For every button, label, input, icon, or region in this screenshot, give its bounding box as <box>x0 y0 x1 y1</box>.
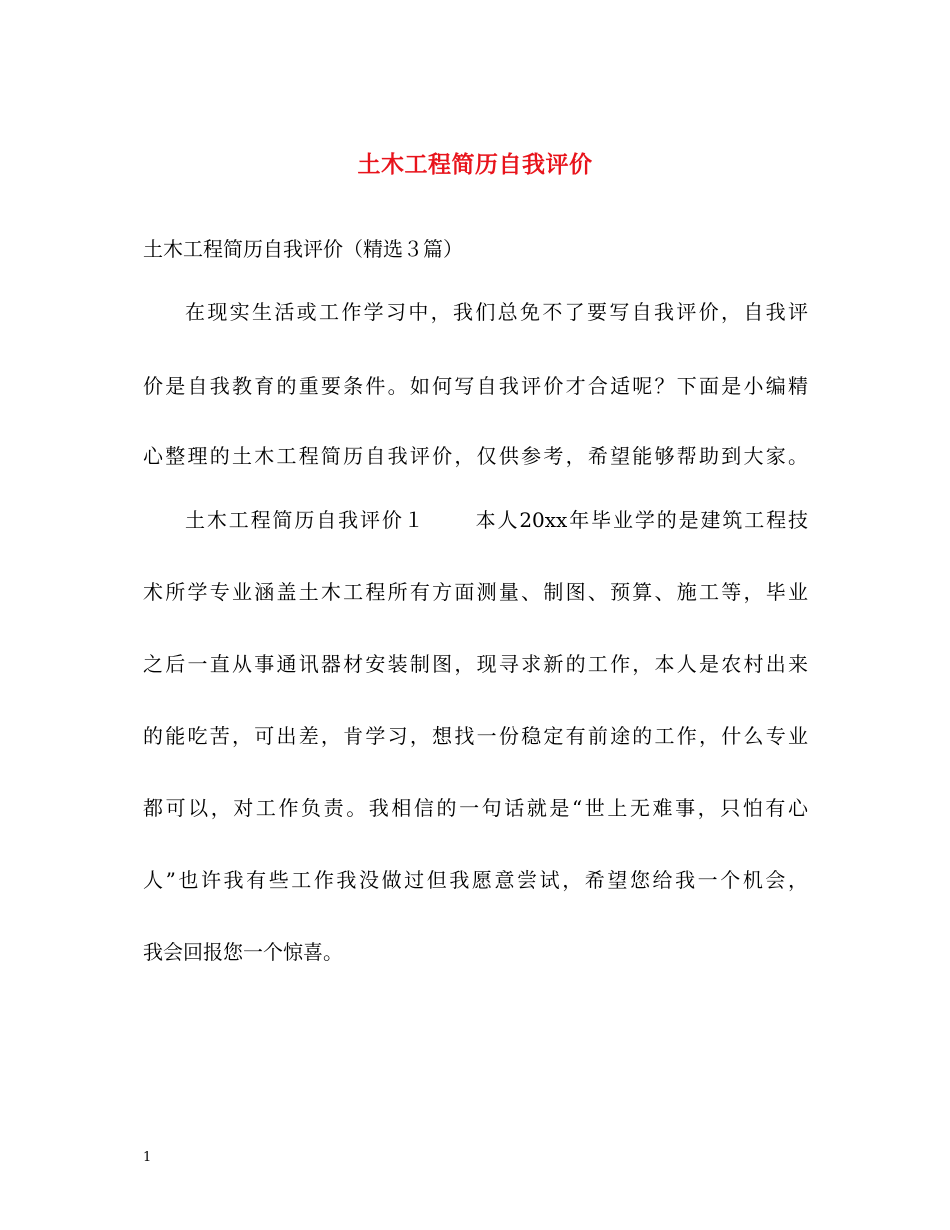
section1-heading: 土木工程简历自我评价１ <box>185 508 426 532</box>
section1-first-sentence: 本人20xx年毕业学的是建筑工程技 <box>473 508 809 532</box>
page-number: 1 <box>143 1150 152 1165</box>
section1-first-line <box>185 504 808 533</box>
intro-line: 价是自我教育的重要条件。如何写自我评价才合适呢？下面是小编精 <box>143 374 808 398</box>
intro-line: 在现实生活或工作学习中，我们总免不了要写自我评价，自我评 <box>185 300 808 324</box>
section1-line: 都可以，对工作负责。我相信的一句话就是“世上无难事，只怕有心 <box>143 796 808 820</box>
section1-line: 术所学专业涵盖土木工程所有方面测量、制图、预算、施工等，毕业 <box>143 580 808 604</box>
section1-line: 我会回报您一个惊喜。 <box>143 940 343 964</box>
document-title: 土木工程简历自我评价 <box>357 151 593 178</box>
section1-line: 之后一直从事通讯器材安装制图，现寻求新的工作，本人是农村出来 <box>143 652 808 676</box>
intro-line: 心整理的土木工程简历自我评价，仅供参考，希望能够帮助到大家。 <box>143 444 808 468</box>
document-subtitle: 土木工程简历自我评价（精选３篇） <box>143 237 463 261</box>
section1-line: 的能吃苦，可出差，肯学习，想找一份稳定有前途的工作，什么专业 <box>143 724 808 748</box>
section1-line: 人”也许我有些工作我没做过但我愿意尝试，希望您给我一个机会， <box>143 868 808 892</box>
